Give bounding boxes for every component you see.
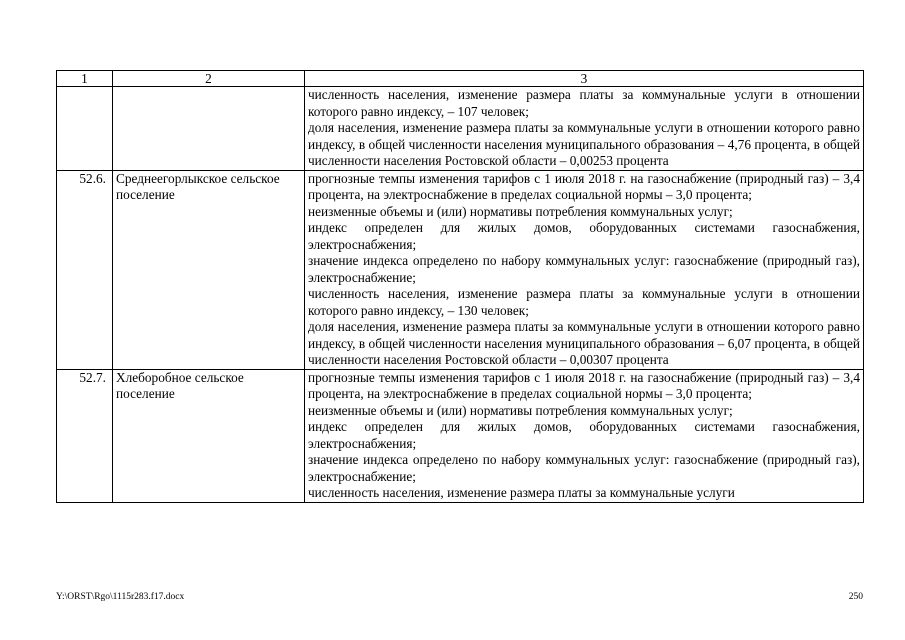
description-paragraph: индекс определен для жилых домов, оборудованных системами газоснабжения, электроснабжения; [308,220,860,252]
description-cell [305,369,864,502]
footer-file-path: Y:\ORST\Rgo\1115r283.f17.docx [56,592,185,602]
settlement-name-cell [113,87,305,171]
settlement-name-cell: Среднеегорлыкское сельское поселение [113,170,305,369]
table-row-52-7 [57,369,864,502]
description-paragraph: численность населения, изменение размера платы за коммунальные услуги [308,485,735,500]
footer-page-number: 250 [848,592,863,602]
description-paragraph: значение индекса определено по набору коммунальных услуг: газоснабжение (природный газ), электроснабжение; [308,253,860,285]
header-col-3: 3 [305,71,864,87]
description-paragraph: значение индекса определено по набору коммунальных услуг: газоснабжение (природный газ), электроснабжение; [308,452,860,484]
description-paragraph: прогнозные темпы изменения тарифов с 1 июля 2018 г. на газоснабжение (природный газ) – 3,4 процента, на электроснабжение в пределах социальной нормы – 3,0 процента; [308,369,860,401]
description-paragraph: неизменные объемы и (или) нормативы потребления коммунальных услуг; [308,203,733,219]
settlement-name-cell: Хлеборобное сельское поселение [113,369,305,502]
row-number-cell [57,87,113,171]
header-col-1: 1 [57,71,113,87]
description-paragraph: доля населения, изменение размера платы за коммунальные услуги в отношении которого равно индексу, в общей численности населения муниципального образования – 4,76 процента, в общей численности населения Ростовской области – 0,00253 процента [308,120,860,168]
row-number-cell: 52.7. [57,369,113,502]
description-paragraph: прогнозные темпы изменения тарифов с 1 июля 2018 г. на газоснабжение (природный газ) – 3,4 процента, на электроснабжение в пределах социальной нормы – 3,0 процента; [308,170,860,202]
table-row-52-6 [57,170,864,369]
table-header-row [57,71,864,87]
table-row-continuation [57,87,864,171]
tariff-index-table [56,70,864,503]
description-paragraph: численность населения, изменение размера платы за коммунальные услуги в отношении которого равно индексу, – 130 человек; [308,286,860,318]
description-cell [305,87,864,171]
row-number-cell: 52.6. [57,170,113,369]
description-paragraph: неизменные объемы и (или) нормативы потребления коммунальных услуг; [308,402,733,418]
description-paragraph: численность населения, изменение размера платы за коммунальные услуги в отношении которого равно индексу, – 107 человек; [308,87,860,119]
description-paragraph: индекс определен для жилых домов, оборудованных системами газоснабжения, электроснабжения; [308,419,860,451]
description-cell [305,170,864,369]
description-paragraph: доля населения, изменение размера платы за коммунальные услуги в отношении которого равно индексу, в общей численности населения муниципального образования – 6,07 процента, в общей численности населения Ростовской области – 0,00307 процента [308,319,860,367]
header-col-2: 2 [113,71,305,87]
